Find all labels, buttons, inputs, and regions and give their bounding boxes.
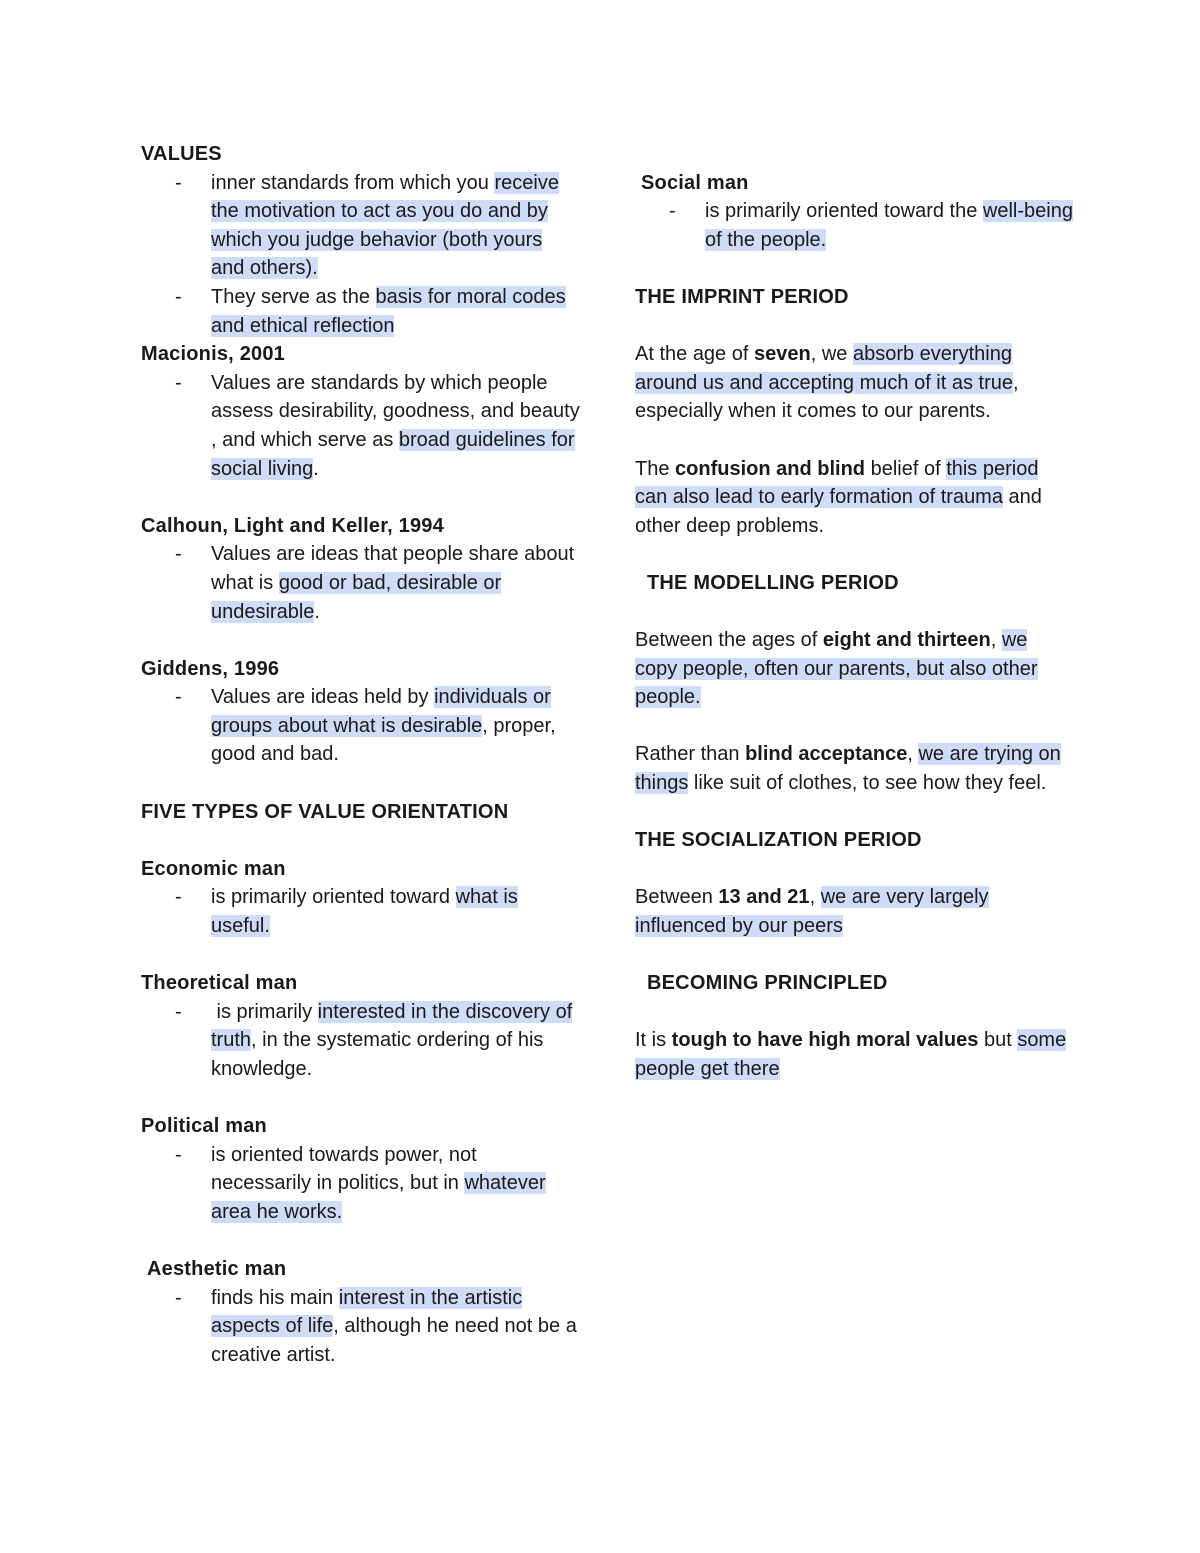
section-heading-socialization: THE SOCIALIZATION PERIOD (635, 829, 922, 852)
section-heading-calhoun: Calhoun, Light and Keller, 1994 (141, 514, 444, 537)
list-item: - finds his main interest in the artistic aspects of life, although he need not be a creative artist. (175, 1286, 577, 1366)
section-heading-giddens: Giddens, 1996 (141, 657, 280, 680)
paragraph: It is tough to have high moral values but some people get there (635, 1029, 1067, 1080)
paragraph: At the age of seven, we absorb everything around us and accepting much of it as true, especially when it comes to our parents. (635, 343, 1019, 423)
highlight: well-being of the people. (705, 200, 1073, 251)
list-item: - Values are standards by which people assess desirability, goodness, and beauty , and which serve as broad guidelines for social living. (175, 371, 580, 480)
list-item: - is primarily oriented toward the well-being of the people. (669, 200, 1073, 251)
list-item: - inner standards from which you receive the motivation to act as you do and by which you judge behavior (both yours and others). (175, 171, 559, 280)
section-heading-imprint: THE IMPRINT PERIOD (635, 285, 849, 308)
highlight: interest in the artistic aspects of life (211, 1286, 523, 1338)
right-column (635, 140, 1075, 1084)
highlight: receive the motivation to act as you do and by which you judge behavior (both yours and others). (211, 171, 559, 280)
section-heading-values: VALUES (141, 143, 222, 165)
section-heading-macionis: Macionis, 2001 (141, 343, 285, 366)
highlight: this period can also lead to early formation of trauma (635, 457, 1039, 509)
list-item: - They serve as the basis for moral codes and ethical reflection (175, 285, 566, 337)
highlight: broad guidelines for social living (211, 428, 575, 480)
highlight: good or bad, desirable or undesirable (211, 571, 502, 623)
section-heading-modelling: THE MODELLING PERIOD (647, 571, 899, 594)
list-item: - is primarily oriented toward what is useful. (175, 886, 518, 938)
highlight: we are very largely influenced by our peers (635, 886, 989, 938)
paragraph: The confusion and blind belief of this period can also lead to early formation of trauma and other deep problems. (635, 457, 1042, 537)
highlight: we are trying on things (635, 743, 1061, 795)
paragraph: Rather than blind acceptance, we are trying on things like suit of clothes, to see how they feel. (635, 743, 1061, 795)
highlight: basis for moral codes and ethical reflection (211, 285, 566, 337)
highlight: whatever area he works. (211, 1172, 546, 1223)
list-item: - Values are ideas that people share about what is good or bad, desirable or undesirable. (175, 543, 575, 623)
highlight: some people get there (635, 1029, 1067, 1080)
section-heading-five-types: FIVE TYPES OF VALUE ORIENTATION (141, 800, 509, 823)
paragraph: Between 13 and 21, we are very largely influenced by our peers (635, 886, 989, 938)
list-item: - is primarily interested in the discovery of truth, in the systematic ordering of his knowledge. (175, 1000, 573, 1080)
list-item: - is oriented towards power, not necessarily in politics, but in whatever area he works. (175, 1143, 546, 1223)
section-heading-economic: Economic man (141, 857, 286, 880)
highlight: absorb everything around us and accepting much of it as true (635, 343, 1014, 394)
highlight: we copy people, often our parents, but also other people. (635, 629, 1038, 709)
section-heading-political: Political man (141, 1115, 267, 1138)
highlight: what is useful. (211, 886, 518, 938)
list-item: - Values are ideas held by individuals or groups about what is desirable, proper, good and bad. (175, 686, 556, 766)
highlight: interested in the discovery of truth (211, 1000, 573, 1052)
section-heading-theoretical: Theoretical man (141, 972, 298, 995)
section-heading-aesthetic: Aesthetic man (147, 1258, 287, 1281)
section-heading-principled: BECOMING PRINCIPLED (647, 972, 888, 995)
paragraph: Between the ages of eight and thirteen, we copy people, often our parents, but also other people. (635, 629, 1038, 709)
section-heading-social: Social man (641, 171, 749, 194)
highlight: individuals or groups about what is desirable (211, 686, 551, 737)
left-column (141, 140, 581, 1370)
